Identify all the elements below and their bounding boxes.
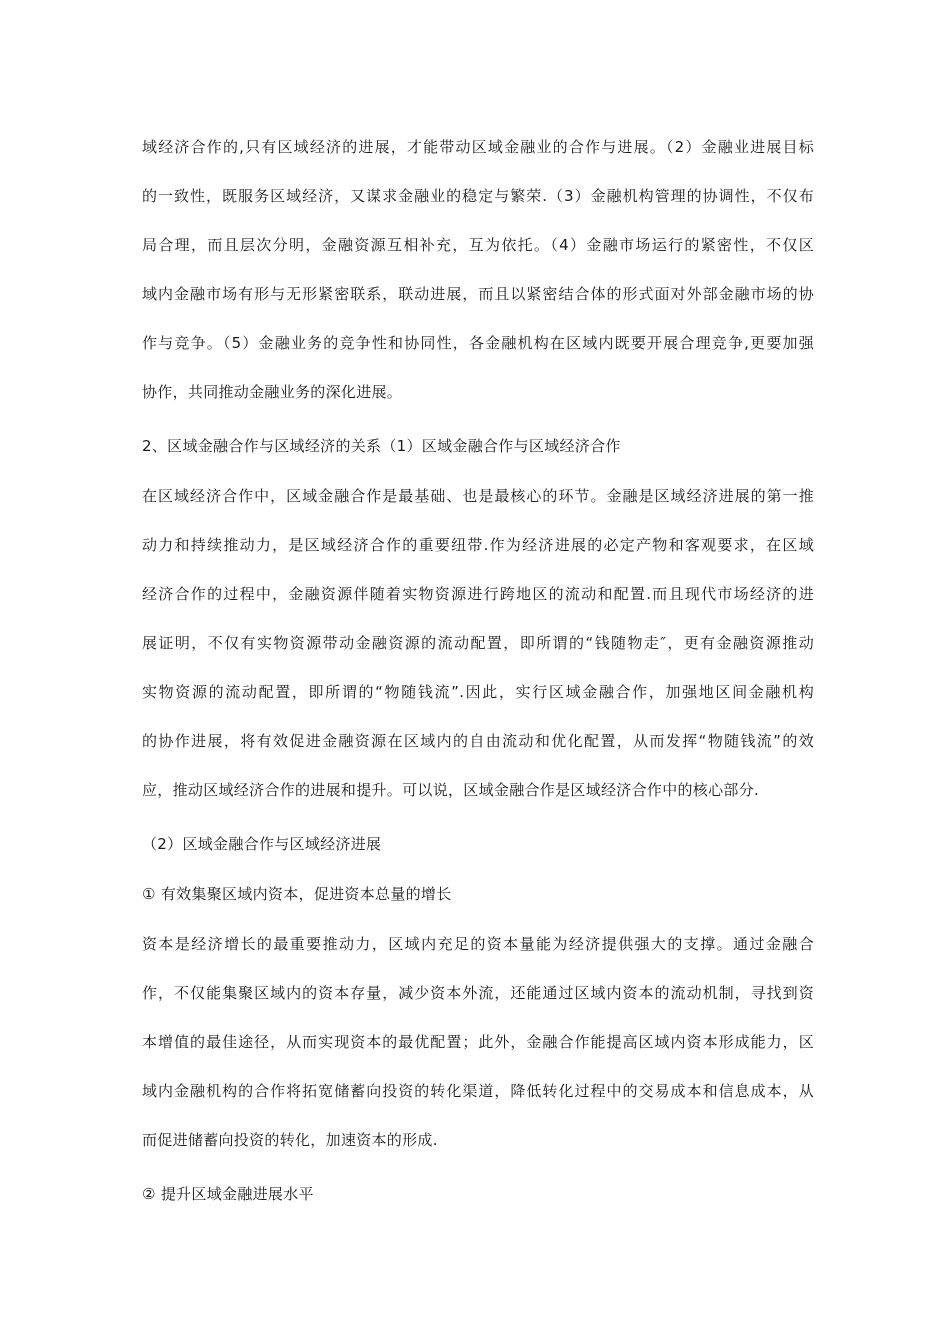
text-line: 经济合作的过程中，金融资源伴随着实物资源进行跨地区的流动和配置.而且现代市场经济的进 <box>142 585 814 603</box>
heading-line: 2、区域金融合作与区域经济的关系（1）区域金融合作与区域经济合作 <box>142 437 621 455</box>
text-line: 作与竞争。（5）金融业务的竞争性和协同性，各金融机构在区域内既要开展合理竞争,更要加强 <box>142 334 814 352</box>
text-line: 资本是经济增长的最重要推动力，区域内充足的资本量能为经济提供强大的支撑。通过金融合 <box>142 935 814 953</box>
text-line: 动力和持续推动力，是区域经济合作的重要纽带.作为经济进展的必定产物和客观要求，在区域 <box>142 536 814 554</box>
heading-line: （2）区域金融合作与区域经济进展 <box>142 835 382 853</box>
text-line: 的一致性，既服务区域经济，又谋求金融业的稳定与繁荣.（3）金融机构管理的协调性，不仅布 <box>142 187 814 205</box>
text-line: 协作，共同推动金融业务的深化进展。 <box>142 383 403 401</box>
text-line: 实物资源的流动配置，即所谓的“物随钱流”.因此，实行区域金融合作，加强地区间金融机构 <box>142 683 814 701</box>
text-line: 本增值的最佳途径，从而实现资本的最优配置；此外，金融合作能提高区域内资本形成能力，区 <box>142 1033 814 1051</box>
text-line: 域内金融市场有形与无形紧密联系，联动进展，而且以紧密结合体的形式面对外部金融市场的协 <box>142 285 814 303</box>
text-line: 应，推动区域经济合作的进展和提升。可以说，区域金融合作是区域经济合作中的核心部分. <box>142 781 760 799</box>
text-line: 展证明，不仅有实物资源带动金融资源的流动配置，即所谓的“钱随物走″，更有金融资源推动 <box>142 634 814 652</box>
text-line: 的协作进展，将有效促进金融资源在区域内的自由流动和优化配置，从而发挥“物随钱流”的效 <box>142 732 814 750</box>
text-line: 域内金融机构的合作将拓宽储蓄向投资的转化渠道，降低转化过程中的交易成本和信息成本，从 <box>142 1082 814 1100</box>
text-line: 局合理，而且层次分明，金融资源互相补充，互为依托。（4）金融市场运行的紧密性，不仅区 <box>142 236 814 254</box>
heading-line: ② 提升区域金融进展水平 <box>142 1185 314 1203</box>
text-line: 而促进储蓄向投资的转化，加速资本的形成. <box>142 1131 438 1149</box>
text-line: 在区域经济合作中，区域金融合作是最基础、也是最核心的环节。金融是区域经济进展的第一推 <box>142 487 814 505</box>
text-line: 作，不仅能集聚区域内的资本存量，减少资本外流，还能通过区域内资本的流动机制，寻找到资 <box>142 984 814 1002</box>
text-line: 域经济合作的,只有区域经济的进展，才能带动区域金融业的合作与进展。（2）金融业进展目标 <box>142 138 814 156</box>
heading-line: ① 有效集聚区域内资本，促进资本总量的增长 <box>142 885 452 903</box>
